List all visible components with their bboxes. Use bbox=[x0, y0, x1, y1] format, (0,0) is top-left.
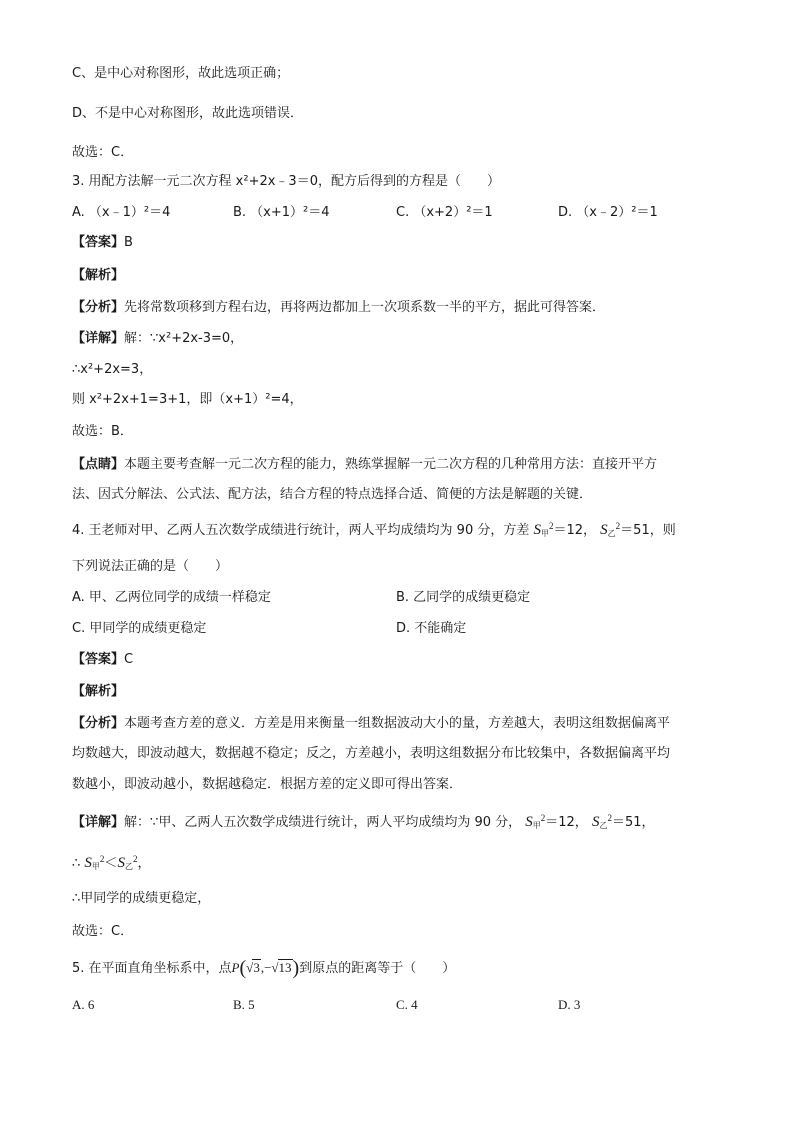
xiangjie-text: 解：∵x²+2x-3=0， bbox=[124, 331, 244, 346]
q3-dianjing-2: 法、因式分解法、公式法、配方法，结合方程的特点选择合适、简便的方法是解题的关键． bbox=[72, 487, 593, 502]
text-line: 故选：C． bbox=[72, 145, 134, 160]
q4-step-1: ∴ $S_甲^2<S_乙^2$， bbox=[72, 854, 151, 871]
stem-text: 4. 王老师对甲、乙两人五次数学成绩进行统计，两人平均成绩均为 90 分，方差 bbox=[72, 523, 530, 538]
variance-symbol-yi: $S_乙^2$ bbox=[600, 521, 621, 538]
variance-symbol-yi: $S_乙^2$ bbox=[591, 813, 612, 830]
sqrt-icon: √ bbox=[246, 960, 254, 975]
q3-answer bbox=[72, 233, 133, 253]
q4-analysis-heading: 【解析】 bbox=[72, 684, 125, 699]
question-4-stem-1 bbox=[72, 520, 676, 540]
xiangjie-text: 解： bbox=[124, 815, 151, 830]
q3-option-c: C. （x+2）²＝1 bbox=[396, 205, 493, 220]
q5-option-d: D. 3 bbox=[558, 997, 581, 1012]
answer-tag: 【答案】 bbox=[72, 652, 125, 667]
q3-option-d: D. （x﹣2）²＝1 bbox=[558, 205, 658, 220]
xiangjie-text: ＝12， bbox=[545, 815, 588, 830]
q4-fenxi-1 bbox=[72, 714, 670, 734]
q4-fenxi-3: 数越小，即波动越小，数据越稳定．根据方差的定义即可得出答案． bbox=[72, 777, 463, 792]
fenxi-tag: 【分析】 bbox=[72, 716, 125, 731]
q3-fenxi bbox=[72, 298, 605, 318]
variance-symbol-yi: $S_乙^2$ bbox=[117, 854, 138, 871]
answer-value: B bbox=[124, 235, 133, 250]
sqrt-icon: √ bbox=[271, 960, 279, 975]
q4-fenxi-2: 均数越大，即波动越大，数据越不稳定；反之，方差越小，表明这组数据分布比较集中，各数据偏离平均 bbox=[72, 746, 671, 761]
question-5-stem bbox=[72, 958, 455, 978]
text-line: C、是中心对称图形，故此选项正确； bbox=[72, 66, 290, 81]
variance-symbol-jia: $S_甲^2$ bbox=[84, 854, 105, 871]
less-than: ＜ bbox=[104, 856, 118, 871]
q4-choose: 故选：C． bbox=[72, 924, 134, 939]
stem-text: ＝12， bbox=[553, 523, 597, 538]
question-4-stem-2: 下列说法正确的是（ ） bbox=[72, 559, 229, 574]
q4-option-d: D. 不能确定 bbox=[396, 621, 467, 636]
xiangjie-tag: 【详解】 bbox=[72, 331, 125, 346]
variance-symbol-jia: $S_甲^2$ bbox=[525, 813, 546, 830]
variance-symbol-jia: $S_甲^2$ bbox=[533, 521, 554, 538]
q4-xiangjie bbox=[72, 812, 655, 832]
q4-option-c: C. 甲同学的成绩更稳定 bbox=[72, 621, 207, 636]
q5-option-a: A. 6 bbox=[72, 997, 95, 1012]
answer-value: C bbox=[124, 652, 134, 667]
q4-option-a: A. 甲、乙两位同学的成绩一样稳定 bbox=[72, 590, 271, 605]
q3-dianjing-1 bbox=[72, 455, 657, 475]
point-p-expression: P(√3,−√13) bbox=[231, 957, 300, 979]
q3-step-2: 则 x²+2x+1=3+1，即（x+1）²=4， bbox=[72, 392, 303, 407]
q3-option-b: B. （x+1）²＝4 bbox=[233, 205, 330, 220]
dianjing-tag: 【点睛】 bbox=[72, 457, 125, 472]
q5-option-c: C. 4 bbox=[396, 997, 418, 1012]
stem-text: 到原点的距离等于（ ） bbox=[299, 961, 456, 976]
fenxi-tag: 【分析】 bbox=[72, 300, 125, 315]
xiangjie-text: 甲、乙两人五次数学成绩进行统计，两人平均成绩均为 90 分， bbox=[158, 815, 522, 830]
q3-xiangjie bbox=[72, 329, 243, 349]
question-3-stem: 3. 用配方法解一元二次方程 x²+2x﹣3＝0，配方后得到的方程是（ ） bbox=[72, 174, 500, 189]
fenxi-text: 先将常数项移到方程右边，再将两边都加上一次项系数一半的平方，据此可得答案． bbox=[124, 300, 606, 315]
xiangjie-text: ＝51， bbox=[611, 815, 655, 830]
stem-text: 5. 在平面直角坐标系中，点 bbox=[72, 961, 232, 976]
q3-choose: 故选：B． bbox=[72, 424, 133, 439]
answer-tag: 【答案】 bbox=[72, 235, 125, 250]
q3-analysis-heading: 【解析】 bbox=[72, 268, 125, 283]
q4-answer bbox=[72, 650, 133, 670]
q5-option-b: B. 5 bbox=[233, 997, 255, 1012]
because-icon: ∵ bbox=[150, 815, 159, 830]
dianjing-text: 本题主要考查解一元二次方程的能力，熟练掌握解一元二次方程的几种常用方法：直接开平方 bbox=[124, 457, 658, 472]
fenxi-text: 本题考查方差的意义．方差是用来衡量一组数据波动大小的量，方差越大，表明这组数据偏离平 bbox=[124, 716, 671, 731]
stem-text: ＝51，则 bbox=[620, 523, 676, 538]
text-line: D、不是中心对称图形，故此选项错误． bbox=[72, 106, 304, 121]
q3-step-1: ∴x²+2x=3， bbox=[72, 362, 153, 377]
q4-option-b: B. 乙同学的成绩更稳定 bbox=[396, 590, 531, 605]
q3-option-a: A. （x﹣1）²＝4 bbox=[72, 205, 171, 220]
xiangjie-tag: 【详解】 bbox=[72, 815, 125, 830]
q4-step-2: ∴甲同学的成绩更稳定， bbox=[72, 891, 211, 906]
